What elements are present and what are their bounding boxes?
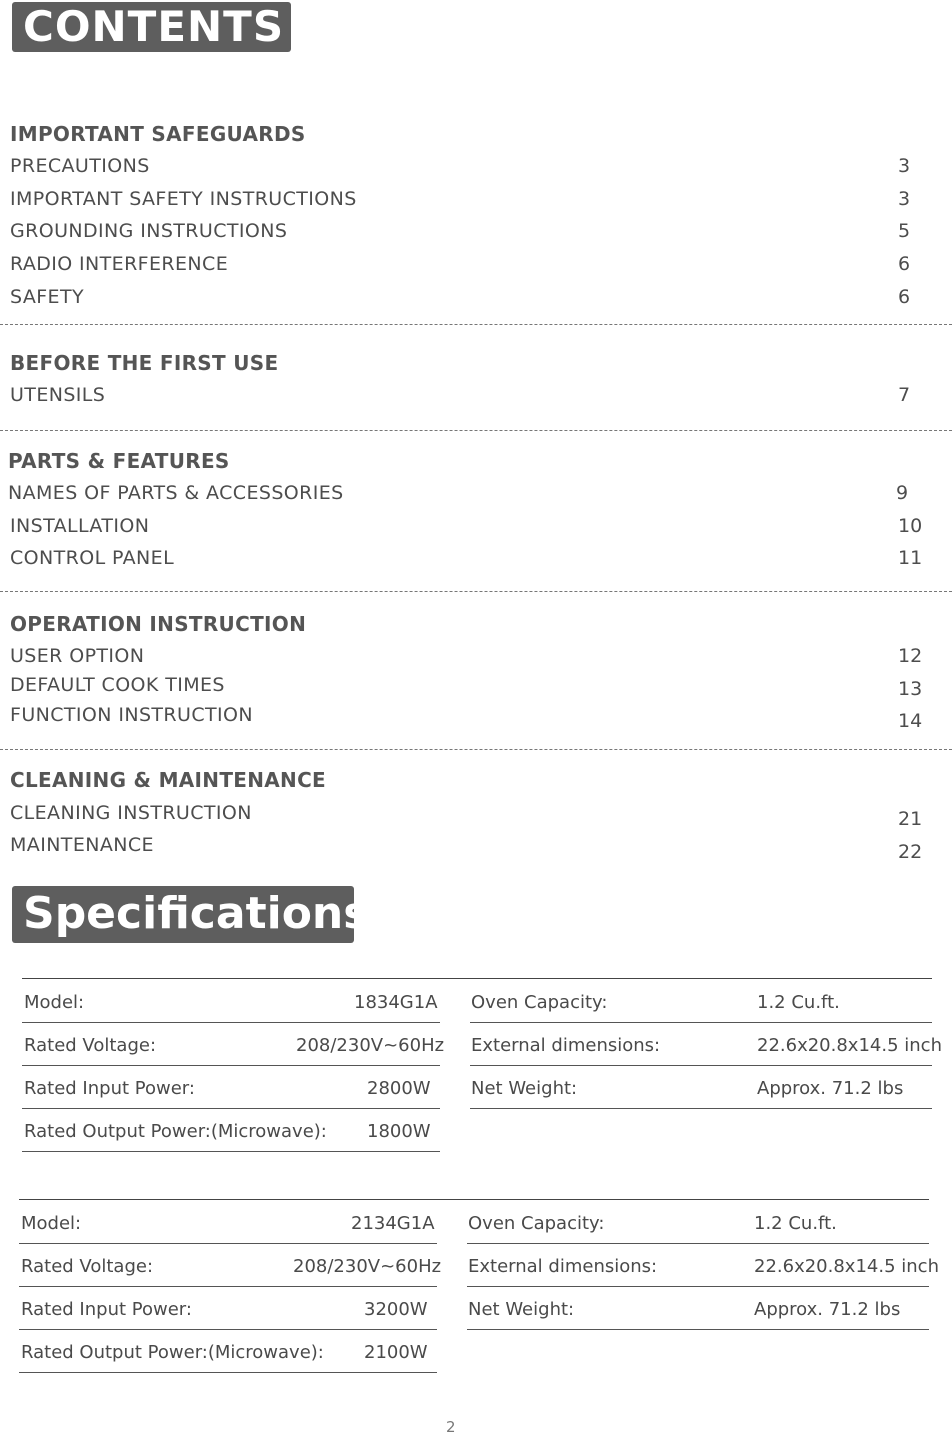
toc-item-page: 6 <box>898 253 911 275</box>
spec-value: 1.2 Cu.ft. <box>757 992 840 1013</box>
toc-item-label[interactable]: GROUNDING INSTRUCTIONS <box>10 220 288 242</box>
spec-label: Oven Capacity: <box>471 992 608 1013</box>
spec-label: Rated Input Power: <box>24 1078 195 1099</box>
spec-value: 2100W <box>364 1342 428 1363</box>
spec-row <box>467 1201 929 1244</box>
spec-row <box>467 1244 939 1287</box>
spec-label: Net Weight: <box>468 1299 575 1320</box>
spec-value: 22.6x20.8x14.5 inch <box>757 1035 942 1056</box>
section-divider <box>0 749 952 750</box>
toc-item-page: 6 <box>898 286 911 308</box>
spec-row <box>19 1287 437 1330</box>
spec-value: 208/230V~60Hz <box>296 1035 445 1056</box>
toc-item-label[interactable]: CONTROL PANEL <box>10 547 175 569</box>
page-number: 2 <box>446 1418 456 1436</box>
toc-item-label[interactable]: USER OPTION <box>10 645 145 667</box>
toc-item-label[interactable]: PRECAUTIONS <box>10 155 150 177</box>
spec-row <box>19 1201 437 1244</box>
spec-value: 1.2 Cu.ft. <box>754 1213 837 1234</box>
spec-row <box>470 1023 942 1066</box>
section-divider <box>0 324 952 325</box>
spec-label: Model: <box>24 992 85 1013</box>
spec-value: 1800W <box>367 1121 431 1142</box>
table-top-rule <box>19 1199 929 1200</box>
toc-item-page: 5 <box>898 220 911 242</box>
spec-label: Rated Voltage: <box>21 1256 154 1277</box>
spec-value: 22.6x20.8x14.5 inch <box>754 1256 939 1277</box>
toc-item-label[interactable]: FUNCTION INSTRUCTION <box>10 704 253 726</box>
toc-item-label[interactable]: SAFETY <box>10 286 84 308</box>
spec-label: External dimensions: <box>468 1256 658 1277</box>
toc-item-page: 22 <box>898 841 923 863</box>
spec-label: Net Weight: <box>471 1078 578 1099</box>
toc-item-page: 7 <box>898 384 911 406</box>
spec-value: Approx. 71.2 lbs <box>757 1078 904 1099</box>
section-heading: PARTS & FEATURES <box>8 449 230 473</box>
section-heading: CLEANING & MAINTENANCE <box>10 768 327 792</box>
toc-item-page: 12 <box>898 645 923 667</box>
toc-item-label[interactable]: NAMES OF PARTS & ACCESSORIES <box>8 482 344 504</box>
section-divider <box>0 430 952 431</box>
spec-label: Oven Capacity: <box>468 1213 605 1234</box>
spec-label: Rated Output Power:(Microwave): <box>24 1121 327 1142</box>
spec-value: 1834G1A <box>354 992 438 1013</box>
toc-item-page: 3 <box>898 155 911 177</box>
toc-item-label[interactable]: INSTALLATION <box>10 515 150 537</box>
spec-value: 3200W <box>364 1299 428 1320</box>
spec-value: 2800W <box>367 1078 431 1099</box>
spec-label: Rated Voltage: <box>24 1035 157 1056</box>
spec-label: External dimensions: <box>471 1035 661 1056</box>
spec-row <box>470 1066 932 1109</box>
toc-item-label[interactable]: RADIO INTERFERENCE <box>10 253 229 275</box>
spec-label: Model: <box>21 1213 82 1234</box>
specifications-title: Specifications <box>12 886 354 943</box>
spec-row <box>22 1109 440 1152</box>
section-heading: IMPORTANT SAFEGUARDS <box>10 122 306 146</box>
toc-item-page: 13 <box>898 678 923 700</box>
toc-item-label[interactable]: MAINTENANCE <box>10 834 154 856</box>
spec-row <box>470 980 932 1023</box>
toc-item-label[interactable]: DEFAULT COOK TIMES <box>10 674 225 696</box>
contents-title: CONTENTS <box>12 2 291 52</box>
toc-item-page: 10 <box>898 515 923 537</box>
toc-item-page: 11 <box>898 547 923 569</box>
spec-row <box>19 1244 442 1287</box>
spec-value: Approx. 71.2 lbs <box>754 1299 901 1320</box>
toc-item-label[interactable]: CLEANING INSTRUCTION <box>10 802 252 824</box>
spec-row <box>22 1066 440 1109</box>
toc-item-label[interactable]: UTENSILS <box>10 384 106 406</box>
toc-item-page: 3 <box>898 188 911 210</box>
toc-item-page: 9 <box>896 482 909 504</box>
spec-row <box>22 1023 445 1066</box>
spec-row <box>467 1287 929 1330</box>
spec-row <box>19 1330 437 1373</box>
toc-item-page: 21 <box>898 808 923 830</box>
spec-label: Rated Input Power: <box>21 1299 192 1320</box>
toc-item-label[interactable]: IMPORTANT SAFETY INSTRUCTIONS <box>10 188 357 210</box>
spec-label: Rated Output Power:(Microwave): <box>21 1342 324 1363</box>
section-heading: BEFORE THE FIRST USE <box>10 351 279 375</box>
table-top-rule <box>22 978 932 979</box>
toc-item-page: 14 <box>898 710 923 732</box>
spec-value: 2134G1A <box>351 1213 435 1234</box>
spec-row <box>22 980 440 1023</box>
spec-value: 208/230V~60Hz <box>293 1256 442 1277</box>
section-divider <box>0 591 952 592</box>
section-heading: OPERATION INSTRUCTION <box>10 612 307 636</box>
